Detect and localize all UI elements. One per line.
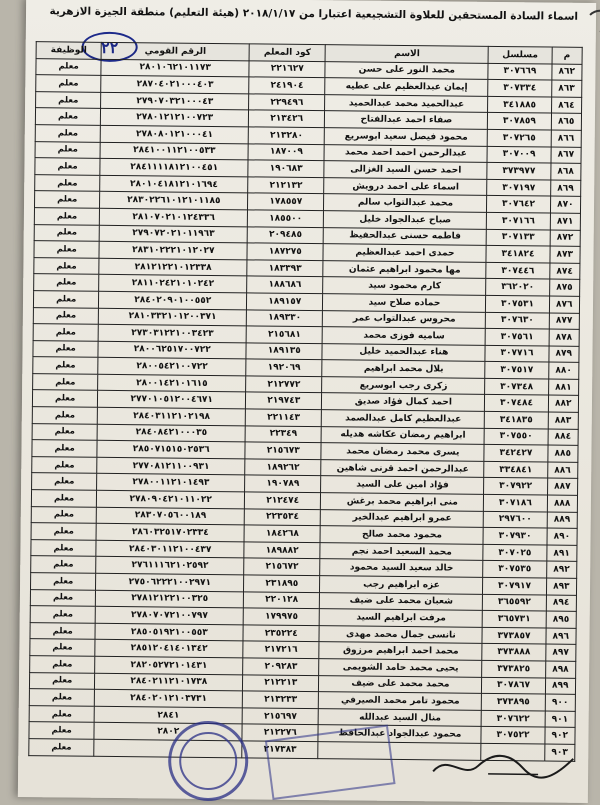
serial-number-cell: ٣٠٧٤٤٦ (486, 262, 549, 279)
teacher-code-cell: ٢١٢٢١٣ (243, 674, 319, 691)
teacher-code-cell: ٢١٥٦٧٢ (244, 558, 320, 575)
teacher-code-cell: ١٨٧٠٠٩ (248, 143, 324, 160)
teacher-code-cell: ٢١٢٤٧٤ (245, 492, 321, 509)
job-title-cell: معلم (30, 589, 95, 606)
row-index-cell: ٨٩٨ (545, 661, 576, 678)
col-header-name: الاسم (325, 45, 488, 63)
employee-name-cell: محمد عبدالتواب سالم (324, 194, 487, 212)
teacher-code-cell: ١٨٨٦٨٦ (247, 276, 323, 293)
row-index-cell: ٨٩٣ (546, 578, 577, 595)
employee-name-cell: نانسى جمال محمد مهدى (319, 625, 482, 643)
national-id-cell: ٢٧٨٠٩٠٤٢١٠١١٠٢٢ (97, 490, 245, 508)
job-title-cell: معلم (35, 191, 100, 208)
job-title-cell: معلم (33, 340, 98, 357)
job-title-cell: معلم (31, 506, 96, 523)
job-title-cell: معلم (33, 291, 98, 308)
teacher-code-cell: ١٨٩١٥٧ (247, 293, 323, 310)
serial-number-cell: ٣٠٧٢٦٥ (488, 129, 551, 146)
row-index-cell: ٩٠٠ (545, 694, 576, 711)
teacher-code-cell: ١٨٩٨٨٢ (244, 542, 320, 559)
teacher-code-cell: ٢٢٩٤٩٦ (249, 94, 325, 111)
job-title-cell: معلم (31, 539, 96, 556)
row-index-cell: ٩٠١ (545, 711, 576, 728)
employee-name-cell: يسرى محمد رمضان محمد (321, 443, 484, 461)
national-id-cell: ٢٨٠٢ (94, 723, 242, 741)
job-title-cell: معلم (33, 307, 98, 324)
serial-number-cell: ٣٤١٨٢٤ (486, 245, 549, 262)
row-index-cell: ٨٨٢ (548, 395, 579, 412)
serial-number-cell: ٣٠٧٦٢٢ (482, 710, 545, 727)
row-index-cell: ٨٨٩ (547, 512, 578, 529)
national-id-cell: ٢٨٠١٠٤١٨١٢١٠١٦٩٤ (100, 175, 248, 193)
employee-name-cell: حمدى احمد عبدالعظيم (323, 244, 486, 262)
row-index-cell: ٨٩٦ (546, 628, 577, 645)
row-index-cell: ٨٨٧ (547, 478, 578, 495)
national-id-cell: ٢٨٤١ (94, 706, 242, 724)
serial-number-cell: ٣٤١٨٣٥ (485, 411, 548, 428)
row-index-cell: ٨٧٧ (549, 313, 580, 330)
national-id-cell: ٢٧٨٠٧٠٧٢١٠٠٧٩٧ (95, 606, 243, 624)
teacher-code-cell: ٢٢٣٤٩ (245, 426, 321, 443)
employee-name-cell: عزه ابراهيم رجب (320, 576, 483, 594)
row-index-cell: ٨٩٠ (547, 528, 578, 545)
teacher-code-cell: ١٨٩٢٦٢ (245, 459, 321, 476)
employee-name-cell: حماده صلاح سيد (323, 294, 486, 312)
national-id-cell: ٢٨٤١٠٠١١٢١٠٠٥٣٣ (100, 142, 248, 160)
signature-mark (428, 743, 578, 785)
national-id-cell: ٢٨١٠٧٠٢١٠١٢٤٣٣٦ (100, 208, 248, 226)
teacher-code-cell: ٢٢٠١٢٨ (244, 591, 320, 608)
row-index-cell: ٨٨٨ (547, 495, 578, 512)
row-index-cell: ٨٦٩ (550, 180, 581, 197)
row-index-cell: ٨٦٦ (551, 130, 582, 147)
national-id-cell: ٢٨٥٠٧١٥١٥٠٢٥٣٦ (97, 441, 245, 459)
document-title: اسماء السادة المستحقين للعلاوة التشجيعية اعتبارا من ٢٠١٨/١/١٧ (هيئة التعليم) منطقة الجيزة الازهرية (49, 5, 579, 23)
teacher-code-cell: ٢١٥٦٧٣ (245, 442, 321, 459)
employee-name-cell: منى ابراهيم محمد برغش (321, 493, 484, 511)
national-id-cell: ٢٨٣٠٧٠٥٦٠٠١٨٩ (96, 507, 244, 525)
serial-number-cell: ٣٠٧٨٥٩ (488, 113, 551, 130)
job-title-cell: معلم (30, 606, 95, 623)
job-title-cell: معلم (32, 440, 97, 457)
national-id-cell: ٢٨٠٠١٤٢١٠١٦١٥ (98, 374, 246, 392)
national-id-cell: ٢٨٣١٠٢٢٢١٠١٢٠٢٧ (99, 241, 247, 259)
serial-number-cell: ٣٧٣٨٢٥ (482, 660, 545, 677)
row-index-cell: ٨٧٦ (549, 296, 580, 313)
teacher-code-cell: ١٧٨٥٥٧ (248, 193, 324, 210)
row-index-cell: ٨٧٢ (550, 230, 581, 247)
national-id-cell: ٢٨٤٠٨٤٢١٠٠٠٣٥ (97, 424, 245, 442)
teacher-code-cell: ٢٢٣٥٣٤ (244, 508, 320, 525)
job-title-cell: معلم (29, 689, 94, 706)
serial-number-cell: ٣٠٧٩٢٢ (484, 478, 547, 495)
employee-name-cell: بلال محمد ابراهيم (322, 360, 485, 378)
row-index-cell: ٨٩٧ (545, 644, 576, 661)
teacher-code-cell: ١٨٧٢٧٥ (247, 243, 323, 260)
national-id-cell: ٢٨٧٠٤٠٢١٠٠٠٤٠٣ (101, 76, 249, 94)
teacher-code-cell: ٢٣١٨٩٥ (244, 575, 320, 592)
teacher-code-cell: ٢٣٥٢٢٤ (243, 625, 319, 642)
national-id-cell: ٢٧٥٠٦٢٢٢١٠٠٢٩٧١ (96, 573, 244, 591)
row-index-cell: ٨٦٣ (551, 80, 582, 97)
teacher-code-cell: ١٨٣٣٩٣ (247, 260, 323, 277)
employee-name-cell: محمد النور على حسن (325, 61, 488, 79)
job-title-cell: معلم (29, 672, 94, 689)
row-index-cell: ٨٦٥ (551, 113, 582, 130)
serial-number-cell: ٣٠٧١٩٧ (487, 179, 550, 196)
row-index-cell: ٨٨٦ (547, 462, 578, 479)
job-title-cell: معلم (36, 75, 101, 92)
job-title-cell: معلم (35, 141, 100, 158)
teacher-code-cell: ١٩٠٧٨٩ (245, 475, 321, 492)
national-id-cell: ٢٨١١٠٢٤٢١٠١٠٢٤٢ (99, 275, 247, 293)
row-index-cell: ٨٦٧ (551, 147, 582, 164)
employee-name-cell: محمد محمد على ضيف (319, 675, 482, 693)
row-index-cell: ٨٩٩ (545, 678, 576, 695)
employee-name-cell: مرفت ابراهيم السيد (319, 609, 482, 627)
row-index-cell: ٨٧٨ (549, 329, 580, 346)
employee-name-cell: يحيى محمد حامد الشويمى (319, 659, 482, 677)
teacher-code-cell: ٢٢١٦٢٧ (249, 60, 325, 77)
teacher-code-cell: ٢١٧٢١٦ (243, 641, 319, 658)
document-page (18, 0, 596, 803)
serial-number-cell: ٣٧٣٨٨٨ (482, 644, 545, 661)
employee-name-cell: احمد كمال فؤاد صديق (322, 393, 485, 411)
employee-name-cell: عبدالرحمن احمد احمد محمد (324, 144, 487, 162)
row-index-cell: ٨٨٥ (547, 445, 578, 462)
national-id-cell: ٢٨٤٠٣٠١١٢١٠٠٤٣٧ (96, 540, 244, 558)
job-title-cell: معلم (33, 374, 98, 391)
job-title-cell: معلم (32, 390, 97, 407)
national-id-cell: ٢٧٩٠٧٢٠٢١٠١١٩٦٣ (99, 225, 247, 243)
row-index-cell: ٨٨٣ (548, 412, 579, 429)
col-header-m: م (552, 47, 583, 64)
job-title-cell: معلم (35, 125, 100, 142)
teacher-code-cell: ٢١٧٣٨٣ (242, 741, 318, 758)
serial-number-cell: ٣٠٧٧١٦ (485, 345, 548, 362)
serial-number-cell: ٣٠٧١٦٦ (487, 212, 550, 229)
employee-name-cell: محمود فيصل سعيد ابوسريع (325, 128, 488, 146)
teacher-code-cell: ١٩٠٦٨٣ (248, 160, 324, 177)
teacher-code-cell: ٢١٣٢٣٣ (242, 691, 318, 708)
row-index-cell: ٨٧٠ (550, 196, 581, 213)
sheet-number-circle: ٢٢ (82, 32, 138, 63)
serial-number-cell: ٣٧٣٨٥٧ (482, 627, 545, 644)
job-title-cell: معلم (33, 357, 98, 374)
serial-number-cell: ٣٠٧٣٣٤ (488, 80, 551, 97)
employee-name-cell: هناء عبدالحميد خليل (322, 343, 485, 361)
serial-number-cell: ٣٠٧٦٦٩ (488, 63, 551, 80)
employee-name-cell: عمرو ابراهيم عبدالخير (321, 509, 484, 527)
row-index-cell: ٨٩١ (546, 545, 577, 562)
row-index-cell: ٨٩٢ (546, 561, 577, 578)
national-id-cell: ٢٨٠٠٥٤٢١٠٠٧٢٢ (98, 358, 246, 376)
job-title-cell: معلم (31, 490, 96, 507)
job-title-cell: معلم (31, 523, 96, 540)
serial-number-cell: ٣٠٧٩٣٠ (483, 528, 546, 545)
job-title-cell: معلم (30, 639, 95, 656)
national-id-cell: ٢٨٥٠٥١٩٢١٠٠٥٥٣ (95, 623, 243, 641)
job-title-cell: معلم (31, 556, 96, 573)
job-title-cell: معلم (36, 91, 101, 108)
teacher-code-cell: ١٨٩٣٣٠ (246, 309, 322, 326)
job-title-cell: معلم (35, 108, 100, 125)
serial-number-cell: ٣٠٧٨٦٧ (482, 677, 545, 694)
teacher-code-cell: ٢٠٩٤٨٥ (247, 226, 323, 243)
employee-name-cell: عبدالرحمن احمد قرنى شاهين (321, 459, 484, 477)
national-id-cell: ٢٧٦١١١٦٢١٠٢٥٩٢ (96, 557, 244, 575)
national-id-cell: ٢٨١٠٣٣٢١٠١٢٠٠٣٧١ (99, 308, 247, 326)
table-body (29, 58, 582, 761)
job-title-cell: معلم (34, 257, 99, 274)
job-title-cell: معلم (29, 705, 94, 722)
job-title-cell: معلم (34, 241, 99, 258)
teacher-code-cell: ١٨٤٢٦٨ (244, 525, 320, 542)
national-id-cell: ٢٧٨٠١٢١٢١٠٠٧٢٣ (101, 109, 249, 127)
row-index-cell: ٨٦٢ (551, 64, 582, 81)
national-id-cell: ٢٨٤١١١١٨١٢١٠٠٤٥١ (100, 158, 248, 176)
col-header-code: كود المعلم (249, 44, 325, 61)
teacher-code-cell: ١٨٥٥٠٠ (248, 210, 324, 227)
teacher-code-cell: ٢١٢٢٧٦ (242, 724, 318, 741)
row-index-cell: ٨٦٨ (550, 163, 581, 180)
row-index-cell: ٨٧٣ (549, 246, 580, 263)
corner-stamp-mark (586, 7, 600, 39)
employee-name-cell: عبدالعظيم كامل عبدالصمد (322, 410, 485, 428)
employee-name-cell: محمود عبدالجواد عبدالحافظ (318, 725, 481, 743)
national-id-cell: ٢٨٤٠٢٠١٢١٠٣٧٣١ (95, 689, 243, 707)
national-id-cell: ٢٧٨٠٠١١٢١٠١٤٩٣ (97, 474, 245, 492)
employee-name-cell: صباح عبدالجواد خليل (324, 211, 487, 229)
beneficiaries-table (28, 41, 582, 761)
employee-name-cell: مها محمود ابراهيم عثمان (323, 260, 486, 278)
teacher-code-cell: ١٨٩١٣٥ (246, 343, 322, 360)
job-title-cell: معلم (32, 456, 97, 473)
national-id-cell: ٢٨٦٠٣٢٥١٧٠٢٣٣٤ (96, 524, 244, 542)
row-index-cell: ٨٧٥ (549, 279, 580, 296)
row-index-cell: ٨٨٤ (548, 429, 579, 446)
job-title-cell: معلم (30, 622, 95, 639)
col-header-seq: مسلسل (489, 46, 552, 63)
employee-name-cell: ساميه فوزى محمد (322, 327, 485, 345)
row-index-cell: ٨٦٤ (551, 97, 582, 114)
job-title-cell: معلم (34, 224, 99, 241)
serial-number-cell: ٣٠٧٣٤٨ (485, 378, 548, 395)
employee-name-cell: محمد السعيد احمد نجم (320, 542, 483, 560)
employee-name-cell: محمود محمد صالح (320, 526, 483, 544)
round-stamp (168, 721, 249, 802)
row-index-cell: ٩٠٣ (544, 744, 575, 761)
national-id-cell: ٢٧٨٠٨٠١٢١٠٠٠٤١ (100, 125, 248, 143)
national-id-cell: ٢٧٧٠١٠٥١٢٠٠٤٦٧١ (98, 391, 246, 409)
serial-number-cell: ٣٧٣٩٧٧ (487, 163, 550, 180)
serial-number-cell: ٣٠٧١٣٣ (487, 229, 550, 246)
job-title-cell: معلم (34, 274, 99, 291)
col-header-national-id: الرقم القومي (101, 42, 249, 60)
teacher-code-cell: ٢١٣٤٢٦ (249, 110, 325, 127)
national-id-cell: ٢٧٣٠٣١٢٢١٠٠٣٤٢٣ (98, 324, 246, 342)
teacher-code-cell: ٢١٣٢٨٠ (248, 127, 324, 144)
job-title-cell: معلم (35, 158, 100, 175)
employee-name-cell: كارم محمود سيد (323, 277, 486, 295)
serial-number-cell: ٣٠٧٠٠٩ (487, 146, 550, 163)
national-id-cell: ٢٨٤٠٢١١٢١٠١٧٣٨ (95, 673, 243, 691)
national-id-cell: ٢٨٤٠٢٠٩٠١٠٠٥٥٢ (99, 291, 247, 309)
national-id-cell: ٢٨٠٠٦٢٥١٧٠٠٧٢٢ (98, 341, 246, 359)
serial-number-cell: ٣٠٧٦٣٠ (486, 312, 549, 329)
serial-number-cell: ٣٦٢٠٢٠ (486, 279, 549, 296)
employee-name-cell: محمد احمد ابراهيم مرزوق (319, 642, 482, 660)
employee-name-cell: اسماء على احمد درويش (324, 177, 487, 195)
job-title-cell: معلم (31, 573, 96, 590)
row-index-cell: ٨٩٤ (546, 595, 577, 612)
job-title-cell: معلم (29, 739, 94, 756)
national-id-cell: ٢٨٥١٢٠٤١٤٠١٣٤٢ (95, 640, 243, 658)
teacher-code-cell: ٢٤١٩٠٤ (249, 77, 325, 94)
row-index-cell: ٨٧١ (550, 213, 581, 230)
teacher-code-cell: ٢١٢٧٧٢ (246, 376, 322, 393)
teacher-code-cell: ٢١٥٦٨١ (246, 326, 322, 343)
job-title-cell: معلم (29, 722, 94, 739)
serial-number-cell: ٣٠٧٠٢٥ (483, 544, 546, 561)
national-id-cell: ٢٧٧٠٨١٢١١٠٠٩٣١ (97, 457, 245, 475)
employee-name-cell: صفاء احمد عبدالفتاح (325, 111, 488, 129)
serial-number-cell: ٣٠٧٩١٧ (483, 577, 546, 594)
serial-number-cell: ٣٠٧٥٢٢ (481, 727, 544, 744)
job-title-cell: معلم (30, 656, 95, 673)
serial-number-cell: ٣٠٧٥٦١ (486, 328, 549, 345)
serial-number-cell: ٢٩٧٦٠٠ (484, 511, 547, 528)
job-title-cell: معلم (36, 58, 101, 75)
national-id-cell: ٢٨٣٠٢٢٦١٠١٢١٠١١٨٥ (100, 192, 248, 210)
job-title-cell: معلم (35, 174, 100, 191)
teacher-code-cell: ٢٢١١٤٣ (245, 409, 321, 426)
teacher-code-cell: ٢١٥٦٩٧ (242, 708, 318, 725)
teacher-code-cell: ٢٠٩٢٨٣ (243, 658, 319, 675)
serial-number-cell: ٣٠٧٥٥٠ (485, 428, 548, 445)
job-title-cell: معلم (33, 324, 98, 341)
row-index-cell: ٨٩٥ (546, 611, 577, 628)
national-id-cell: ٢٧٩٠٧٠٣٢١٠٠٠٤٣ (101, 92, 249, 110)
serial-number-cell: ٣٤١٨٨٥ (488, 96, 551, 113)
employee-name-cell: عبدالحميد محمد عبدالحميد (325, 94, 488, 112)
serial-number-cell: ٣٦٥٥٩٢ (483, 594, 546, 611)
teacher-code-cell: ٢١٩٧٤٣ (246, 392, 322, 409)
employee-name-cell: محروس عبدالتواب عمر (323, 310, 486, 328)
teacher-code-cell: ١٧٩٩٧٥ (243, 608, 319, 625)
col-header-job: الوظيفة (36, 42, 101, 59)
job-title-cell: معلم (34, 208, 99, 225)
serial-number-cell: ٣٠٧١٨٦ (484, 494, 547, 511)
employee-name-cell: فؤاد امين على السيد (321, 476, 484, 494)
serial-number-cell: ٣٠٧٥٣١ (486, 295, 549, 312)
job-title-cell: معلم (32, 423, 97, 440)
row-index-cell: ٨٨١ (548, 379, 579, 396)
job-title-cell: معلم (32, 473, 97, 490)
national-id-cell: ٢٨١٢١٢٢١٠١٢٣٣٨ (99, 258, 247, 276)
serial-number-cell: ٣٤٢٤٢٧ (484, 445, 547, 462)
employee-name-cell: زكرى رجب ابوسريع (322, 377, 485, 395)
serial-number-cell: ٣٠٧٥٣٥ (483, 561, 546, 578)
national-id-cell: ٢٨٢٠٥٢٧٢١٠١٤٣١ (95, 656, 243, 674)
teacher-code-cell: ١٩٢٠٦٩ (246, 359, 322, 376)
employee-name-cell: إيمان عبدالعظيم على عطيه (325, 78, 488, 96)
row-index-cell: ٨٧٤ (549, 263, 580, 280)
serial-number-cell: ٣٠٧٤٨٤ (485, 395, 548, 412)
serial-number-cell: ٣٦٥٧٣١ (483, 611, 546, 628)
employee-name-cell: شعبان محمد على ضيف (320, 592, 483, 610)
national-id-cell: ٢٧٨١٢١٢٢١٠٠٣٢٥ (96, 590, 244, 608)
employee-name-cell: خالد سعيد السيد محمود (320, 559, 483, 577)
row-index-cell: ٨٧٩ (548, 346, 579, 363)
serial-number-cell: ٣٠٧٦٤٢ (487, 196, 550, 213)
employee-name-cell: محمود تامر محمد الصيرفي (319, 692, 482, 710)
row-index-cell: ٩٠٢ (544, 727, 575, 744)
teacher-code-cell: ٢١٢١٣٢ (248, 177, 324, 194)
row-index-cell: ٨٨٠ (548, 362, 579, 379)
employee-name-cell: احمد حسن السيد الغزالى (324, 161, 487, 179)
national-id-cell: ٢٨٠١٠٦٢١٠١١٧٣ (101, 59, 249, 77)
serial-number-cell: ٣٣٤٨٤١ (484, 461, 547, 478)
employee-name-cell: فاطمه حسنى عبدالحفيظ (323, 227, 486, 245)
serial-number-cell: ٣٧٣٨٩٥ (482, 694, 545, 711)
employee-name-cell: ابراهيم رمضان عكاشه هديله (321, 426, 484, 444)
employee-name-cell: منال السيد عبدالله (318, 708, 481, 726)
serial-number-cell: ٣٠٧٥١٧ (485, 362, 548, 379)
national-id-cell: ٢٨٤٠٣١١٢١٠٢١٩٨ (98, 407, 246, 425)
job-title-cell: معلم (32, 407, 97, 424)
